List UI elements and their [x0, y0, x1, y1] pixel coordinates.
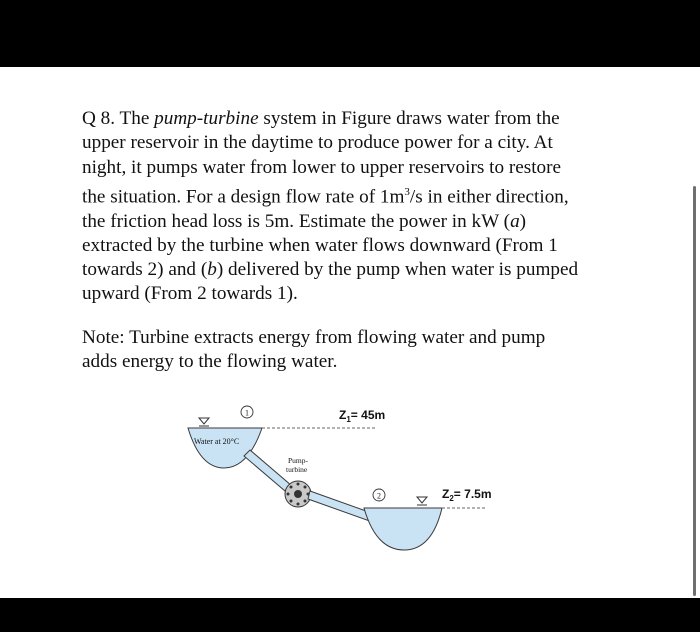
cubic-superscript: 3 — [404, 185, 410, 198]
question-line-5: the friction head loss is 5m. Estimate the power in kW ( — [82, 210, 511, 232]
lower-level-marker-icon — [417, 497, 427, 503]
point-1-label: 1 — [245, 408, 249, 418]
z2-subscript: 2 — [449, 494, 454, 503]
top-black-bar — [0, 0, 700, 67]
pump-turbine-term: pump-turbine — [154, 108, 259, 129]
question-line-7: towards 2) and ( — [82, 259, 208, 281]
bottom-black-bar — [0, 598, 700, 632]
pump-turbine-hub — [294, 490, 302, 498]
part-a-marker: a — [510, 210, 520, 232]
note-text — [82, 326, 642, 374]
question-line-3: night, it pumps water from lower to upper reservoirs to restore — [82, 156, 562, 178]
question-line-7-end: ) delivered by the pump when water is pumped — [216, 259, 579, 281]
question-line-5-end: ) — [519, 210, 527, 232]
z2-value: = 7.5m — [453, 487, 492, 501]
z2-symbol: Z — [442, 487, 450, 501]
question-line-4-end: /s in either direction, — [409, 186, 569, 208]
machine-label-line-2: turbine — [286, 465, 308, 474]
penstock-pipe-upper — [244, 450, 292, 491]
note-line-2: adds energy to the flowing water. — [82, 351, 338, 372]
z1-label — [339, 408, 385, 424]
z2-label — [442, 487, 492, 503]
z1-subscript: 1 — [346, 415, 351, 424]
question-line-2: upper reservoir in the daytime to produce power for a city. At — [82, 132, 553, 154]
question-line-6: extracted by the turbine when water flows downward (From 1 — [82, 234, 558, 256]
question-line-8: upward (From 2 towards 1). — [82, 283, 298, 305]
question-label: Q 8. — [82, 108, 116, 129]
water-level-marker-icon — [199, 418, 209, 424]
question-text-part: The — [119, 108, 155, 129]
note-line-1: Note: Turbine extracts energy from flowing water and pump — [82, 327, 546, 348]
question-text-part: system in Figure draws water from the — [258, 108, 560, 129]
pump-turbine-diagram — [180, 398, 520, 578]
water-temperature-label: Water at 20°C — [194, 437, 240, 446]
part-b-marker: b — [207, 259, 217, 281]
lower-reservoir-water — [364, 508, 442, 550]
machine-label-line-1: Pump- — [288, 456, 309, 465]
z1-symbol: Z — [339, 408, 347, 422]
scrollbar[interactable] — [693, 186, 696, 596]
z1-value: = 45m — [350, 408, 386, 422]
point-2-label: 2 — [377, 491, 381, 501]
question-line-4: the situation. For a design flow rate of 1m — [82, 186, 405, 208]
question-text — [82, 107, 642, 307]
